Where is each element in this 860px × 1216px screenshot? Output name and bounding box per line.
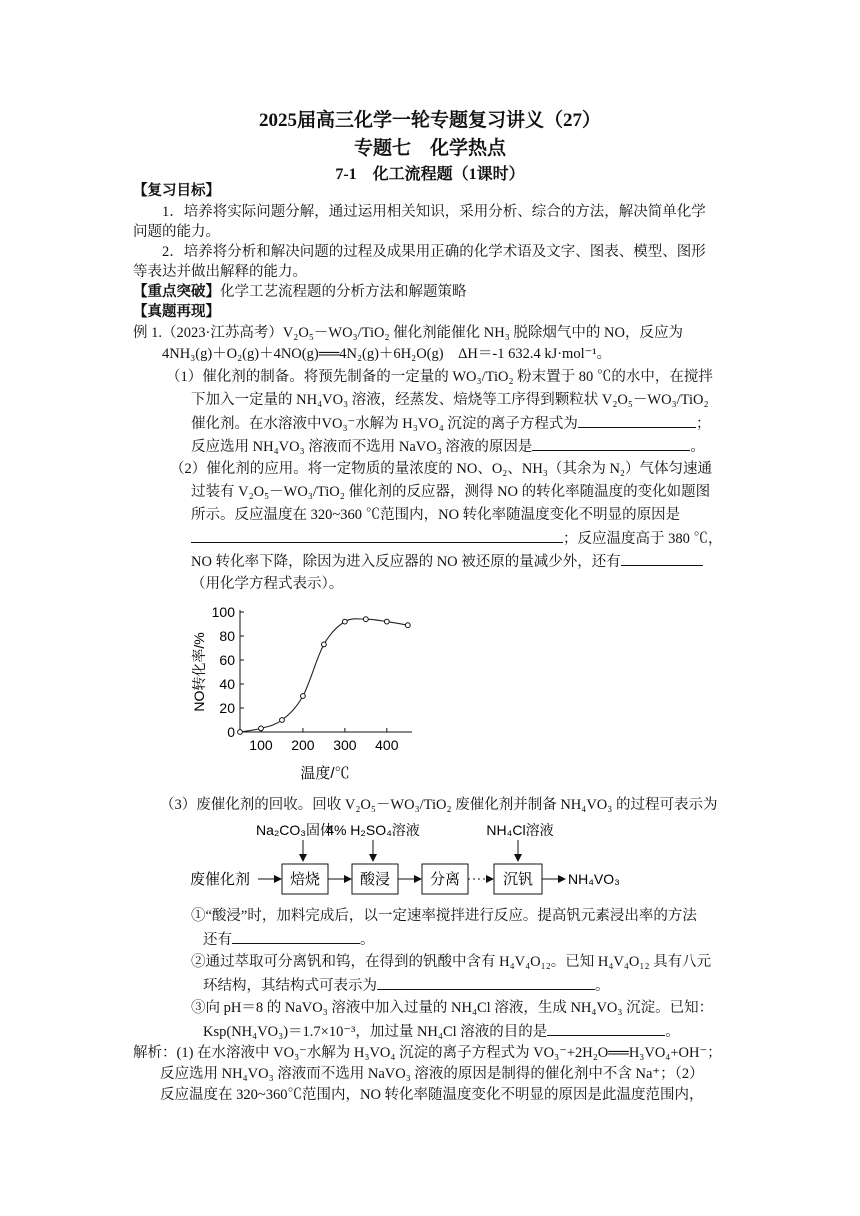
q2-line-6: （用化学方程式表示）。 [191, 576, 344, 592]
q3-line-1: （3）废催化剂的回收。回收 V₂O₅－WO₃/TiO₂ 废催化剂并制备 NH₄VO₃ 的过程可表示为 [160, 797, 718, 813]
goal-1-line-2: 问题的能力。 [133, 224, 220, 240]
answer-blank[interactable] [578, 413, 696, 428]
real-heading: 【真题再现】 [133, 304, 220, 320]
q3-1-line-1: ①“酸浸”时，加料完成后，以一定速率搅拌进行反应。提高钒元素浸出率的方法 [191, 908, 697, 924]
flow-input-nh4cl: NH₄Cl溶液 [486, 822, 554, 838]
q2-line-4 [191, 528, 723, 549]
flow-arrowhead [369, 854, 377, 862]
flow-arrowhead [414, 875, 422, 883]
example-1-intro: 例 1.（2023·江苏高考）V₂O₅－WO₃/TiO₂ 催化剂能催化 NH₃ 脱除烟气中的 NO，反应为 [133, 325, 683, 341]
q1-line-3-text: 催化剂。在水溶液中VO₃⁻水解为 H₃VO₄ 沉淀的离子方程式为 [191, 416, 578, 432]
flow-arrowhead [344, 875, 352, 883]
flow-arrowhead [558, 875, 566, 883]
y-axis-label: NO转化率/% [191, 632, 207, 712]
q2-line-5-text: NO 转化率下降，除因为进入反应器的 NO 被还原的量减少外，还有 [191, 554, 621, 570]
answer-blank[interactable] [232, 929, 360, 944]
section-title: 7-1 化工流程题（1课时） [335, 166, 525, 183]
q3-3-line-2 [203, 1021, 680, 1042]
y-tick-label: 80 [219, 628, 235, 644]
answer-blank[interactable] [547, 1021, 665, 1036]
data-point [384, 619, 389, 624]
y-tick-label: 60 [219, 652, 235, 668]
q3-1-line-2-end: 。 [360, 932, 375, 948]
q2-line-1: （2）催化剂的应用。将一定物质的量浓度的 NO、O₂、NH₃（其余为 N₂）气体匀速通 [170, 461, 712, 477]
example-1-reaction: 4NH₃(g)＋O₂(g)＋4NO(g)══4N₂(g)＋6H₂O(g) ΔH＝-1 632.4 kJ·mol⁻¹。 [162, 346, 612, 362]
y-tick-label: 100 [211, 604, 235, 620]
q3-1-line-2 [203, 929, 375, 950]
data-point [363, 617, 368, 622]
q2-line-5 [191, 551, 703, 572]
q3-2-line-2-text: 环结构，其结构式可表示为 [203, 978, 377, 994]
flow-arrowhead [274, 875, 282, 883]
chart-axes [240, 610, 412, 732]
x-tick-label: 200 [291, 737, 315, 753]
q3-3-line-1: ③向 pH＝8 的 NaVO₃ 溶液中加入过量的 NH₄Cl 溶液，生成 NH₄VO₃ 沉淀。已知： [191, 1000, 714, 1016]
analysis-line-1: 解析：(1) 在水溶液中 VO₃⁻水解为 H₃VO₄ 沉淀的离子方程式为 VO₃⁻+2H₂O══H₃VO₄+OH⁻； [133, 1045, 722, 1061]
data-point [322, 642, 327, 647]
x-axis-label: 温度/℃ [300, 765, 350, 782]
q3-3-line-2-text: Ksp(NH₄VO₃)＝1.7×10⁻³，加过量 NH₄Cl 溶液的目的是 [203, 1024, 548, 1040]
y-tick-label: 20 [219, 700, 235, 716]
q2-line-3: 所示。反应温度在 320~360 ℃范围内，NO 转化率随温度变化不明显的原因是 [191, 507, 681, 523]
y-tick-label: 0 [227, 724, 235, 740]
q3-2-line-2 [203, 975, 610, 996]
data-points [238, 617, 411, 735]
q1-line-3 [191, 413, 710, 434]
q3-1-line-2-text: 还有 [203, 932, 232, 948]
flow-step-precipitate: 沉钒 [502, 871, 534, 888]
document-title: 2025届高三化学一轮专题复习讲义（27） [258, 110, 601, 131]
analysis-line-3: 反应温度在 320~360℃范围内，NO 转化率随温度变化不明显的原因是此温度范围内， [160, 1087, 704, 1103]
goal-2-line-2: 等表达并做出解释的能力。 [133, 264, 307, 280]
q3-3-line-2-end: 。 [665, 1024, 680, 1040]
x-tick-label: 300 [333, 737, 357, 753]
data-point [238, 730, 243, 735]
data-point [405, 623, 410, 628]
series-line [240, 619, 408, 732]
flow-arrowhead [514, 854, 522, 862]
data-point [301, 694, 306, 699]
q1-line-3-end: ； [695, 416, 711, 432]
process-flowchart [180, 818, 640, 898]
flow-input-h2so4: 4% H₂SO₄溶液 [326, 822, 420, 838]
no-conversion-chart [190, 600, 430, 785]
flow-step-separate: 分离 [429, 871, 461, 888]
q1-line-4-text: 反应选用 NH₄VO₃ 溶液而不选用 NaVO₃ 溶液的原因是 [191, 439, 533, 455]
q1-line-1: （1）催化剂的制备。将预先制备的一定量的 WO₃/TiO₂ 粉末置于 80 ℃的水中，在搅拌 [166, 369, 713, 385]
flow-arrowhead [299, 854, 307, 862]
goals-heading: 【复习目标】 [133, 183, 220, 199]
x-tick-label: 100 [249, 737, 273, 753]
answer-blank[interactable] [377, 975, 595, 990]
flow-input-na2co3: Na₂CO₃固体 [255, 822, 335, 838]
goal-2-line-1: 2．培养将分析和解决问题的过程及成果用正确的化学术语及文字、图表、模型、图形 [162, 244, 706, 260]
data-point [259, 726, 264, 731]
y-tick-label: 40 [219, 676, 235, 692]
flow-start-label: 废催化剂 [190, 871, 251, 888]
topic-title: 专题七 化学热点 [353, 138, 506, 159]
q1-line-2: 下加入一定量的 NH₄VO₃ 溶液，经蒸发、焙烧等工序得到颗粒状 V₂O₅－WO₃/TiO₂ [191, 392, 709, 408]
answer-blank[interactable] [532, 436, 690, 451]
q1-line-4-end: 。 [690, 439, 705, 455]
answer-blank[interactable] [621, 551, 703, 566]
y-ticks [212, 604, 244, 740]
q2-line-2: 过装有 V₂O₅－WO₃/TiO₂ 催化剂的反应器，测得 NO 的转化率随温度的变化如题图 [191, 484, 711, 500]
data-point [280, 718, 285, 723]
goal-1-line-1: 1．培养将实际问题分解，通过运用相关知识，采用分析、综合的方法，解决简单化学 [162, 204, 706, 220]
q3-2-line-1: ②通过萃取可分离钒和钨，在得到的钒酸中含有 H₄V₄O₁₂。已知 H₄V₄O₁₂ 具有八元 [191, 954, 712, 970]
analysis-line-2: 反应选用 NH₄VO₃ 溶液而不选用 NaVO₃ 溶液的原因是制得的催化剂中不含 Na⁺；（2） [160, 1066, 704, 1082]
x-tick-label: 400 [375, 737, 399, 753]
focus-text: 化学工艺流程题的分析方法和解题策略 [220, 284, 467, 300]
focus-heading: 【重点突破】 [133, 284, 220, 300]
focus-line [133, 282, 467, 302]
q2-line-4-end: ；反应温度高于 380 ℃， [563, 531, 723, 547]
flow-arrowhead [486, 875, 494, 883]
data-point [342, 619, 347, 624]
flow-product: NH₄VO₃ [568, 871, 620, 887]
q1-line-4 [191, 436, 705, 457]
q3-2-line-2-end: 。 [595, 978, 610, 994]
answer-blank[interactable] [191, 528, 563, 543]
flow-step-acid-leach: 酸浸 [359, 871, 391, 888]
flow-step-roast: 焙烧 [289, 871, 321, 888]
